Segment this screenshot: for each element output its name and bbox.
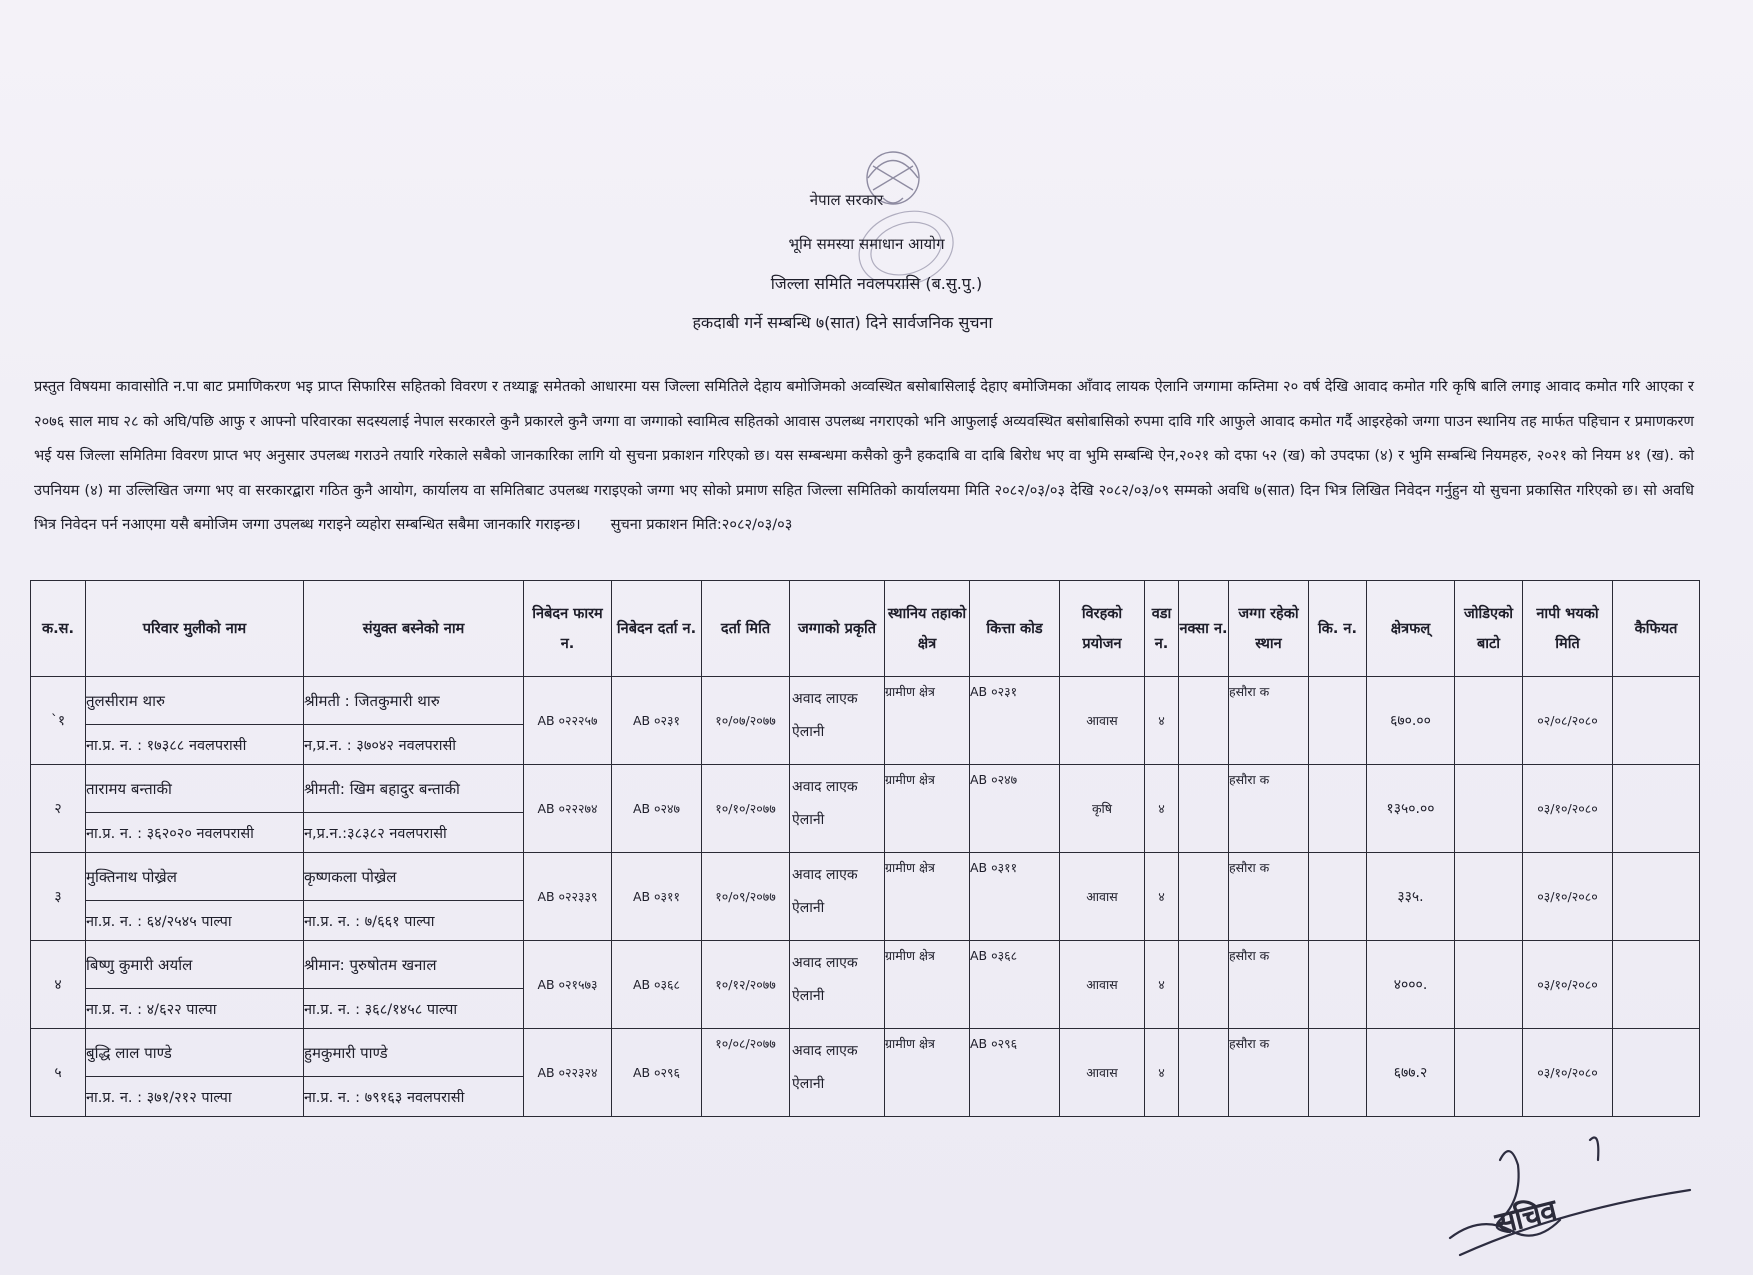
- cell-purpose: आवास: [1060, 853, 1145, 941]
- table-row: [31, 941, 1700, 989]
- cell-local-area: ग्रामीण क्षेत्र: [885, 853, 970, 941]
- cell-head-id: ना.प्र. न. : १७३८८ नवलपरासी: [86, 725, 304, 765]
- col-purpose: विरहको प्रयोजन: [1060, 581, 1145, 677]
- notice-paragraph: प्रस्तुत विषयमा कावासोति न.पा बाट प्रमाणिकरण भइ प्राप्त सिफारिस सहितको विवरण र तथ्याङ्क समेतको आधारमा यस जिल्ला समितिले देहाय बमोजिमको अव्वस्थित बसोबासिलाई देहाए बमोजिमका आँवाद लायक ऐलानि जग्गामा कम्तिमा २० वर्ष देखि आवाद कमोत गरि कृषि बालि लगाइ आवाद कमोत गरि आएका र २०७६ साल माघ २८ को अघि/पछि आफु र आफ्नो परिवारका सदस्यलाई नेपाल सरकारले कुनै प्रकारले कुनै जग्गा वा जग्गाको स्वामित्व सहितको आवास उपलब्ध नगराएको भनि आफुलाई अव्यवस्थित बसोबासिको रुपमा दावि गरि आफुले आवाद कमोत गर्दै आइरहेको जग्गा पाउन स्थानिय तह मार्फत पहिचान र प्रमाणकरण भई यस जिल्ला समितिमा विवरण प्राप्त भए अनुसार उपलब्ध गराउने तयारि गरेकाले सबैको जानकारिका लागि यो सुचना प्रकाशन गरिएको छ। यस सम्बन्धमा कसैको कुनै हकदाबि वा दाबि बिरोध भए वा भुमि सम्बन्धि ऐन,२०२१ को दफा ५२ (ख) को उपदफा (४) र भुमि सम्बन्धि नियमहरु, २०२१ को नियम ४१ (ख). को उपनियम (४) मा उल्लिखित जग्गा भए वा सरकारद्बारा गठित कुनै आयोग, कार्यालय वा समितिबाट उपलब्ध गराइएको जग्गा भए सोको प्रमाण सहित जिल्ला समितिको कार्यालयमा मिति २०८२/०३/०३ देखि २०८२/०३/०९ सम्मको अवधि ७(सात) दिन भित्र लिखित निवेदन गर्नुहुन यो सुचना प्रकासित गरिएको छ। सो अवधि भित्र निवेदन पर्न नआएमा यसै बमोजिम जग्गा उपलब्ध गराइने व्यहोरा सम्बन्धित सबैमा जानकारि गराइन्छ।: [34, 378, 1694, 533]
- cell-local-area: ग्रामीण क्षेत्र: [885, 677, 970, 765]
- cell-map-no: [1179, 765, 1229, 853]
- cell-reg-no: AB ०२४७: [612, 765, 702, 853]
- cell-reg-date: १०/१२/२०७७: [702, 941, 790, 1029]
- cell-ward: ४: [1145, 853, 1179, 941]
- cell-form-no: AB ०२२३३९: [524, 853, 612, 941]
- org-district-committee: जिल्ला समिति नवलपरासि (ब.सु.पु.): [770, 274, 983, 293]
- cell-head-id: ना.प्र. न. : ६४/२५४५ पाल्पा: [86, 901, 304, 941]
- applicants-table: [30, 580, 1700, 1117]
- col-joint-name: संयुक्त बस्नेको नाम: [304, 581, 524, 677]
- cell-map-no: [1179, 677, 1229, 765]
- cell-sn: `१: [31, 677, 86, 765]
- cell-remarks: [1613, 765, 1700, 853]
- col-reg-no: निबेदन दर्ता न.: [612, 581, 702, 677]
- cell-reg-date: १०/०७/२०७७: [702, 677, 790, 765]
- cell-kitta-code: AB ०२३१: [970, 677, 1060, 765]
- table-row: [31, 765, 1700, 813]
- cell-ward: ४: [1145, 1029, 1179, 1117]
- cell-head-id: ना.प्र. न. : ३७१/२१२ पाल्पा: [86, 1077, 304, 1117]
- cell-head-id: ना.प्र. न. : ३६२०२० नवलपरासी: [86, 813, 304, 853]
- cell-ward: ४: [1145, 941, 1179, 1029]
- cell-kitta-code: AB ०३६८: [970, 941, 1060, 1029]
- cell-area: १३५०.००: [1367, 765, 1455, 853]
- cell-location: हसौरा क: [1229, 765, 1309, 853]
- cell-head-name: मुक्तिनाथ पोख्रेल: [86, 853, 304, 901]
- cell-ki-no: [1309, 677, 1367, 765]
- col-remarks: कैफियत: [1613, 581, 1700, 677]
- cell-reg-date: १०/०८/२०७७: [702, 1029, 790, 1117]
- cell-joint-name: हुमकुमारी पाण्डे: [304, 1029, 524, 1077]
- cell-joint-id: न,प्र.न.:३८३८२ नवलपरासी: [304, 813, 524, 853]
- cell-reg-date: १०/०९/२०७७: [702, 853, 790, 941]
- cell-joint-name: कृष्णकला पोख्रेल: [304, 853, 524, 901]
- cell-joint-id: न,प्र.न. : ३७०४२ नवलपरासी: [304, 725, 524, 765]
- cell-local-area: ग्रामीण क्षेत्र: [885, 765, 970, 853]
- cell-survey-date: ०३/१०/२०८०: [1523, 765, 1613, 853]
- publication-date: सुचना प्रकाशन मिति:२०८२/०३/०३: [610, 516, 793, 533]
- table-row: [31, 853, 1700, 901]
- cell-land-nature: अवाद लाएक ऐलानी: [790, 1029, 885, 1117]
- cell-road: [1455, 1029, 1523, 1117]
- table-row: [31, 677, 1700, 725]
- cell-ki-no: [1309, 1029, 1367, 1117]
- cell-joint-name: श्रीमती : जितकुमारी थारु: [304, 677, 524, 725]
- cell-land-nature: अवाद लाएक ऐलानी: [790, 941, 885, 1029]
- cell-location: हसौरा क: [1229, 1029, 1309, 1117]
- cell-head-name: बिष्णु कुमारी अर्याल: [86, 941, 304, 989]
- cell-survey-date: ०३/१०/२०८०: [1523, 853, 1613, 941]
- cell-purpose: आवास: [1060, 677, 1145, 765]
- cell-reg-no: AB ०३६८: [612, 941, 702, 1029]
- cell-remarks: [1613, 941, 1700, 1029]
- cell-joint-name: श्रीमान: पुरुषोतम खनाल: [304, 941, 524, 989]
- cell-survey-date: ०२/०८/२०८०: [1523, 677, 1613, 765]
- cell-road: [1455, 765, 1523, 853]
- cell-kitta-code: AB ०३११: [970, 853, 1060, 941]
- table-header-row: [31, 581, 1700, 677]
- cell-land-nature: अवाद लाएक ऐलानी: [790, 765, 885, 853]
- col-form-no: निबेदन फारम न.: [524, 581, 612, 677]
- cell-joint-name: श्रीमती: खिम बहादुर बन्ताकी: [304, 765, 524, 813]
- cell-head-name: तुलसीराम थारु: [86, 677, 304, 725]
- cell-reg-no: AB ०३११: [612, 853, 702, 941]
- cell-sn: ३: [31, 853, 86, 941]
- notice-title: हकदाबी गर्ने सम्बन्धि ७(सात) दिने सार्वजनिक सुचना: [692, 313, 993, 332]
- cell-local-area: ग्रामीण क्षेत्र: [885, 941, 970, 1029]
- notice-body: [34, 370, 1694, 543]
- cell-sn: ४: [31, 941, 86, 1029]
- cell-map-no: [1179, 941, 1229, 1029]
- col-reg-date: दर्ता मिति: [702, 581, 790, 677]
- cell-head-name: बुद्धि लाल पाण्डे: [86, 1029, 304, 1077]
- col-road: जोडिएको बाटो: [1455, 581, 1523, 677]
- col-area: क्षेत्रफल्: [1367, 581, 1455, 677]
- cell-head-id: ना.प्र. न. : ४/६२२ पाल्पा: [86, 989, 304, 1029]
- cell-land-nature: अवाद लाएक ऐलानी: [790, 677, 885, 765]
- col-ki-no: कि. न.: [1309, 581, 1367, 677]
- col-local-area: स्थानिय तहाको क्षेत्र: [885, 581, 970, 677]
- cell-land-nature: अवाद लाएक ऐलानी: [790, 853, 885, 941]
- cell-sn: ५: [31, 1029, 86, 1117]
- col-land-nature: जग्गाको प्रकृति: [790, 581, 885, 677]
- col-survey-date: नापी भयको मिति: [1523, 581, 1613, 677]
- cell-form-no: AB ०२१५७३: [524, 941, 612, 1029]
- col-head-name: परिवार मुलीको नाम: [86, 581, 304, 677]
- cell-reg-no: AB ०२३१: [612, 677, 702, 765]
- cell-area: ३३५.: [1367, 853, 1455, 941]
- cell-location: हसौरा क: [1229, 941, 1309, 1029]
- cell-remarks: [1613, 853, 1700, 941]
- cell-area: ६७७.२: [1367, 1029, 1455, 1117]
- col-ward: वडा न.: [1145, 581, 1179, 677]
- cell-sn: २: [31, 765, 86, 853]
- signature-secretary: सचिव: [1492, 1193, 1560, 1242]
- cell-reg-date: १०/१०/२०७७: [702, 765, 790, 853]
- col-kitta-code: कित्ता कोड: [970, 581, 1060, 677]
- cell-form-no: AB ०२२३२४: [524, 1029, 612, 1117]
- cell-purpose: आवास: [1060, 1029, 1145, 1117]
- cell-location: हसौरा क: [1229, 853, 1309, 941]
- col-sn: क.स.: [31, 581, 86, 677]
- cell-joint-id: ना.प्र. न. : ७९१६३ नवलपरासी: [304, 1077, 524, 1117]
- cell-local-area: ग्रामीण क्षेत्र: [885, 1029, 970, 1117]
- cell-location: हसौरा क: [1229, 677, 1309, 765]
- cell-kitta-code: AB ०२९६: [970, 1029, 1060, 1117]
- cell-ki-no: [1309, 765, 1367, 853]
- cell-form-no: AB ०२२२५७: [524, 677, 612, 765]
- col-location: जग्गा रहेको स्थान: [1229, 581, 1309, 677]
- cell-map-no: [1179, 1029, 1229, 1117]
- cell-kitta-code: AB ०२४७: [970, 765, 1060, 853]
- org-commission: भूमि समस्या समाधान आयोग: [788, 235, 945, 253]
- cell-reg-no: AB ०२९६: [612, 1029, 702, 1117]
- cell-road: [1455, 941, 1523, 1029]
- cell-ward: ४: [1145, 677, 1179, 765]
- cell-purpose: आवास: [1060, 941, 1145, 1029]
- org-government: नेपाल सरकार: [809, 191, 884, 209]
- cell-form-no: AB ०२२२७४: [524, 765, 612, 853]
- cell-joint-id: ना.प्र. न. : ३६८/१४५८ पाल्पा: [304, 989, 524, 1029]
- cell-joint-id: ना.प्र. न. : ७/६६१ पाल्पा: [304, 901, 524, 941]
- signature-scribble: [1440, 1120, 1740, 1275]
- cell-road: [1455, 853, 1523, 941]
- cell-survey-date: ०३/१०/२०८०: [1523, 1029, 1613, 1117]
- cell-survey-date: ०३/१०/२०८०: [1523, 941, 1613, 1029]
- cell-ki-no: [1309, 941, 1367, 1029]
- cell-head-name: तारामय बन्ताकी: [86, 765, 304, 813]
- cell-area: ४०००.: [1367, 941, 1455, 1029]
- cell-map-no: [1179, 853, 1229, 941]
- cell-remarks: [1613, 677, 1700, 765]
- cell-remarks: [1613, 1029, 1700, 1117]
- cell-ki-no: [1309, 853, 1367, 941]
- cell-road: [1455, 677, 1523, 765]
- col-map-no: नक्सा न.: [1179, 581, 1229, 677]
- cell-area: ६७०.००: [1367, 677, 1455, 765]
- cell-ward: ४: [1145, 765, 1179, 853]
- cell-purpose: कृषि: [1060, 765, 1145, 853]
- table-row: [31, 1029, 1700, 1077]
